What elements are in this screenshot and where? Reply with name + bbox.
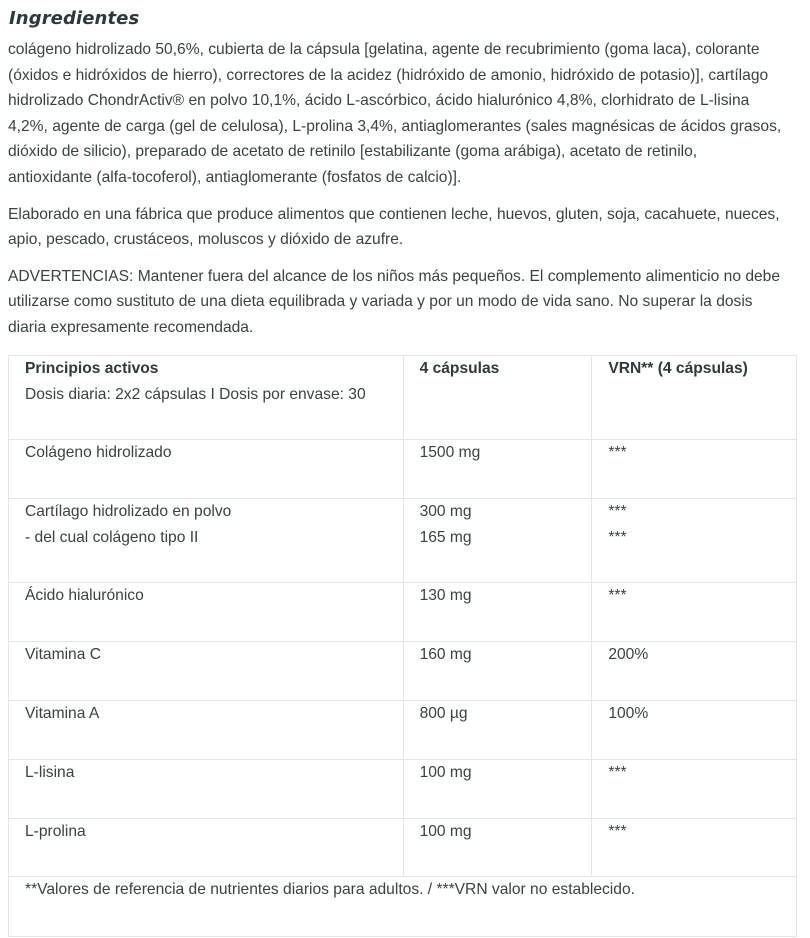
table-row	[9, 701, 797, 760]
row-name-cell	[9, 499, 404, 583]
header-cell-vrn	[592, 356, 797, 440]
allergens-line: apio, pescado, crustáceos, moluscos y dióxido de azufre.	[8, 231, 404, 249]
row-amount: 300 mg	[419, 503, 472, 520]
ingredients-line: colágeno hidrolizado 50,6%, cubierta de la cápsula [gelatina, agente de recubrimiento (goma laca), colorante	[8, 41, 760, 58]
table-row	[9, 499, 797, 583]
table-footnote: **Valores de referencia de nutrientes diarios para adultos. / ***VRN valor no establecido.	[9, 877, 797, 937]
warnings-text	[8, 264, 798, 341]
allergens-line: Elaborado en una fábrica que produce alimentos que contienen leche, huevos, gluten, soja, cacahuete, nueces,	[8, 205, 780, 223]
row-amount: 1500 mg	[403, 440, 592, 499]
row-amount: 100 mg	[403, 760, 592, 819]
product-info	[8, 0, 798, 341]
row-subamount: 165 mg	[419, 528, 472, 546]
header-amount: 4 cápsulas	[419, 360, 500, 377]
row-amount: 130 mg	[403, 583, 592, 642]
header-vrn: VRN** (4 cápsulas)	[608, 360, 748, 377]
ingredients-line: (óxidos e hidróxidos de hierro), correctores de la acidez (hidróxido de amonio, hidróxido de potasio)], cartílago	[8, 66, 769, 84]
ingredients-line: dióxido de silicio), preparado de acetato de retinilo [estabilizante (goma arábiga), acetato de retinilo,	[8, 143, 698, 161]
nutrition-table	[8, 355, 797, 937]
row-amount: 800 µg	[403, 701, 592, 760]
row-amount: 100 mg	[403, 819, 592, 877]
ingredients-text	[8, 37, 798, 191]
table-row	[9, 440, 797, 499]
row-vrn-cell	[592, 499, 797, 583]
row-amount: 160 mg	[403, 642, 592, 701]
header-cell-principles	[9, 356, 404, 440]
header-principles-title: Principios activos	[25, 360, 159, 377]
row-name: Colágeno hidrolizado	[9, 440, 404, 499]
row-vrn: ***	[592, 583, 797, 642]
row-name: Cartílago hidrolizado en polvo	[25, 503, 232, 520]
row-name: Ácido hialurónico	[9, 583, 404, 642]
row-vrn: 200%	[592, 642, 797, 701]
section-heading: Ingredientes	[9, 8, 140, 29]
row-subname: - del cual colágeno tipo II	[25, 528, 199, 546]
table-row	[9, 642, 797, 701]
row-vrn: ***	[592, 440, 797, 499]
row-amount-cell	[403, 499, 592, 583]
table-row	[9, 583, 797, 642]
warnings-line: utilizarse como sustituto de una dieta equilibrada y variada y por un modo de vida sano. No superar la dosis	[8, 293, 753, 311]
ingredients-line: antioxidante (alfa-tocoferol), antiaglomerante (fosfatos de calcio)].	[8, 168, 462, 186]
table-row	[9, 760, 797, 819]
row-name: Vitamina C	[9, 642, 404, 701]
warnings-line: ADVERTENCIAS: Mantener fuera del alcance de los niños más pequeños. El complemento alimenticio no debe	[8, 267, 781, 285]
row-vrn: ***	[608, 503, 627, 520]
ingredients-line: hidrolizado ChondrActiv® en polvo 10,1%, ácido L-ascórbico, ácido hialurónico 4,8%, clorhidrato de L-lisina	[8, 92, 750, 110]
table-header-row	[9, 356, 797, 440]
row-name: L-prolina	[9, 819, 404, 877]
warnings-line: diaria expresamente recomendada.	[8, 318, 254, 336]
row-vrn: ***	[592, 819, 797, 877]
table-row	[9, 819, 797, 877]
allergens-text	[8, 202, 798, 253]
ingredients-line: 4,2%, agente de carga (gel de celulosa), L-prolina 3,4%, antiaglomerantes (sales magnésicas de ácidos grasos,	[8, 117, 782, 135]
row-vrn: 100%	[592, 701, 797, 760]
header-cell-amount	[403, 356, 592, 440]
row-name: Vitamina A	[9, 701, 404, 760]
header-daily-dose: Dosis diaria: 2x2 cápsulas I Dosis por envase: 30	[25, 385, 366, 403]
row-subvrn: ***	[608, 528, 627, 546]
row-vrn: ***	[592, 760, 797, 819]
row-name: L-lisina	[9, 760, 404, 819]
table-footnote-row	[9, 877, 797, 937]
